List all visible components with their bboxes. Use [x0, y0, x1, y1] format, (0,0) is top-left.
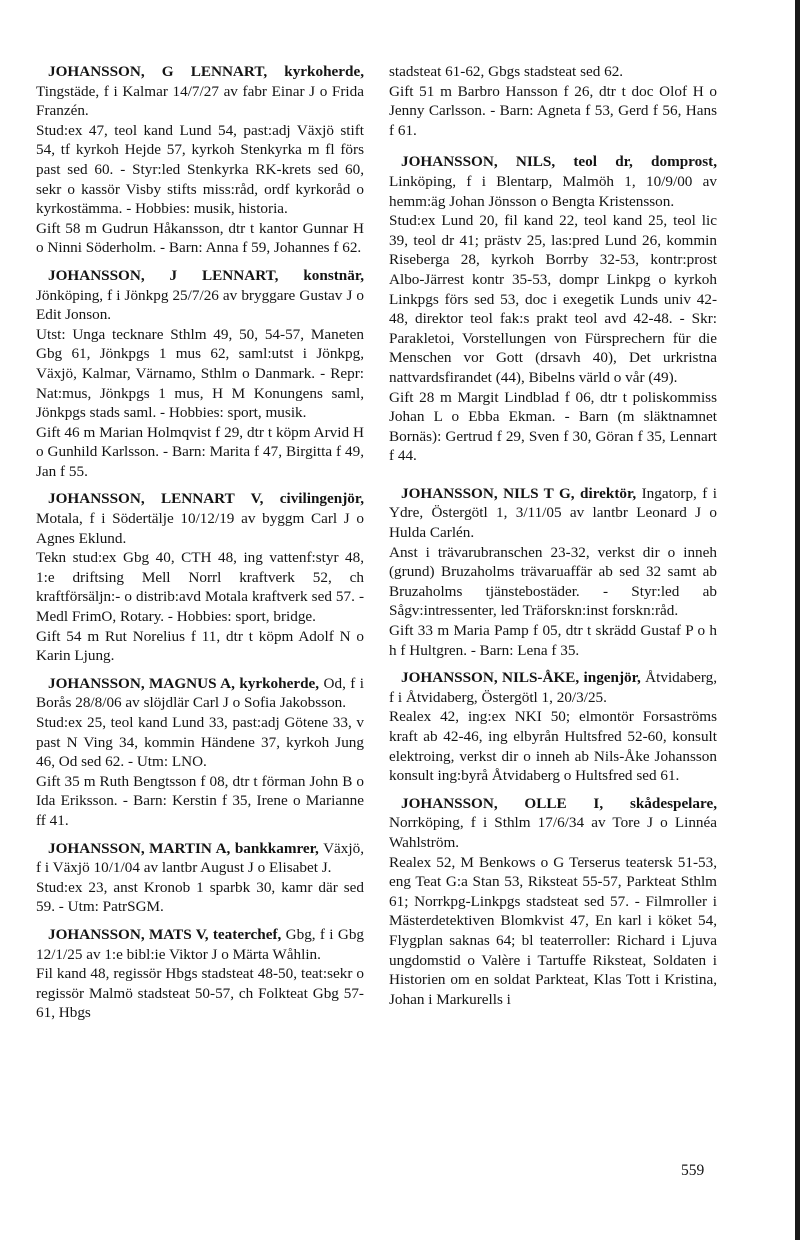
entry-name: JOHANSSON, NILS, teol dr, domprost,	[401, 153, 717, 171]
entry-paragraph	[36, 674, 364, 713]
entry-text: Motala, f i Södertälje 10/12/19 av byggm Carl J o Agnes Eklund.	[36, 510, 364, 547]
entry-paragraph: Anst i trävarubranschen 23-32, verkst dir o inneh (grund) Bruzaholms trävaruaffär ab sed 32 samt ab Bruzaholms tjänstebostäder. - Styr:led ab Sågv:intressenter, led Träforskn:inst forskn:råd.	[389, 543, 717, 620]
entry-nils-johansson	[389, 152, 717, 466]
entry-paragraph: Gift 33 m Maria Pamp f 05, dtr t skrädd Gustaf P o h h f Hultgren. - Barn: Lena f 35.	[389, 622, 717, 659]
entry-paragraph	[389, 484, 717, 543]
entry-paragraph	[36, 62, 364, 121]
entry-paragraph: Tekn stud:ex Gbg 40, CTH 48, ing vattenf:styr 48, 1:e driftsing Mell Norrl kraftverk 52, ch kraftförsäljn:- o distrib:avd Motala kraftverk sed 57. - Medl FrimO, Rotary. - Hobbies: sport, bridge.	[36, 549, 364, 626]
right-column	[389, 62, 717, 1017]
entry-j-lennart-johansson	[36, 266, 364, 482]
entry-text: Gbg, f i Gbg 12/1/25 av 1:e bibl:ie Viktor J o Märta Wåhlin.	[36, 925, 365, 963]
entry-paragraph	[389, 668, 717, 707]
entry-continuation	[389, 62, 717, 140]
entry-nils-ake-johansson	[389, 668, 717, 786]
entry-text: Ingatorp, f i Ydre, Östergötl 1, 3/11/05 av lantbr Leonard J o Hulda Carlén.	[389, 484, 718, 542]
entry-nils-t-g-johansson	[389, 484, 717, 660]
entry-olle-i-johansson	[389, 794, 717, 1010]
entry-text: Linköping, f i Blentarp, Malmöh 1, 10/9/00 av hemm:äg Johan Jönsson o Bengta Kristensson.	[389, 172, 717, 210]
entry-text: Växjö, f i Växjö 10/1/04 av lantbr August J o Elisabet J.	[36, 839, 364, 877]
entry-paragraph	[36, 839, 364, 878]
entry-paragraph: Stud:ex 25, teol kand Lund 33, past:adj Götene 33, v past N Ving 34, kommin Händene 37, kyrkoh Jung 46, Od sed 62. - Utm: LNO.	[36, 714, 364, 771]
entry-paragraph	[389, 152, 717, 211]
entry-paragraph: Realex 52, M Benkows o G Terserus teatersk 51-53, eng Teat G:a Stan 53, Riksteat 55-57, Parkteat Sthlm 61; Norrkpg-Linkpgs stadsteat sed 57. - Filmroller i Mästerdetektiven Blomkvist 47, En karl i köket 54, Flygplan saknas 64; bl teaterroller: Richard i Ljuva ungdomstid o Valère i Tartuffe Riksteat, Soldaten i Historien om en soldat Parkteat, Klas Tott i Kristina, Johan i Markurells i	[389, 853, 717, 1008]
entry-paragraph: Gift 35 m Ruth Bengtsson f 08, dtr t förman John B o Ida Eriksson. - Barn: Kerstin f 35, Irene o Marianne ff 41.	[36, 772, 364, 829]
entry-text: Tingstäde, f i Kalmar 14/7/27 av fabr Einar J o Frida Franzén.	[36, 82, 364, 120]
entry-paragraph: Realex 42, ing:ex NKI 50; elmontör Forsaströms kraft ab 42-46, ing elbyrån Hultsfred 52-60, konsult elektroing, verkst dir o inneh ab Nils-Åke Johansson konsult ing:byrå Åtvidaberg o Hultsfred sed 61.	[389, 708, 717, 785]
entry-magnus-a-johansson	[36, 674, 364, 831]
entry-name: JOHANSSON, MARTIN A, bankkamrer,	[48, 839, 319, 857]
entry-lennart-v-johansson	[36, 489, 364, 665]
entry-name: JOHANSSON, J LENNART, konstnär,	[48, 266, 364, 284]
entry-paragraph	[36, 925, 364, 964]
entry-paragraph: stadsteat 61-62, Gbgs stadsteat sed 62.	[389, 63, 624, 80]
entry-name: JOHANSSON, G LENNART, kyrkoherde,	[48, 63, 364, 80]
entry-name: JOHANSSON, MATS V, teaterchef,	[48, 925, 282, 943]
entry-paragraph	[36, 489, 364, 548]
entry-paragraph: Gift 54 m Rut Norelius f 11, dtr t köpm Adolf N o Karin Ljung.	[36, 627, 364, 665]
entry-paragraph: Fil kand 48, regissör Hbgs stadsteat 48-50, teat:sekr o regissör Malmö stadsteat 50-57, ch Folkteat Gbg 57-61, Hbgs	[36, 965, 364, 1022]
entry-g-lennart-johansson	[36, 62, 364, 258]
entry-paragraph: Stud:ex 23, anst Kronob 1 sparbk 30, kamr där sed 59. - Utm: PatrSGM.	[36, 878, 364, 916]
entry-text: Od, f i Borås 28/8/06 av slöjdlär Carl J o Sofia Jakobsson.	[36, 674, 365, 712]
entry-paragraph: Gift 46 m Marian Holmqvist f 29, dtr t köpm Arvid H o Gunhild Karlsson. - Barn: Marita f 47, Birgitta f 49, Jan f 55.	[36, 423, 364, 480]
scan-edge	[795, 0, 800, 1240]
entry-name: JOHANSSON, NILS-ÅKE, ingenjör,	[401, 669, 641, 687]
entry-paragraph: Gift 28 m Margit Lindblad f 06, dtr t poliskommiss Johan L o Ebba Ekman. - Barn (m släktnamnet Bornäs): Gertrud f 29, Sven f 30, Göran f 35, Lennart f 44.	[389, 388, 717, 465]
entry-name: JOHANSSON, NILS T G, direktör,	[401, 484, 637, 502]
entry-paragraph: Gift 58 m Gudrun Håkansson, dtr t kantor Gunnar H o Ninni Söderholm. - Barn: Anna f 59, Johannes f 62.	[36, 219, 364, 257]
entry-name: JOHANSSON, MAGNUS A, kyrkoherde,	[48, 674, 320, 692]
entry-martin-a-johansson	[36, 839, 364, 917]
entry-text: Norrköping, f i Sthlm 17/6/34 av Tore J o Linnéa Wahlström.	[389, 814, 717, 851]
entry-text: Jönköping, f i Jönkpg 25/7/26 av bryggare Gustav J o Edit Jonson.	[36, 286, 364, 324]
entry-text: Åtvidaberg, f i Åtvidaberg, Östergötl 1, 20/3/25.	[389, 669, 718, 706]
entry-paragraph: Utst: Unga tecknare Sthlm 49, 50, 54-57, Maneten Gbg 61, Jönkpgs 1 mus 62, saml:utst i Jönkpg, Växjö, Kalmar, Värnamo, Sthlm o Danmark. - Repr: Nat:mus, Jönkpgs 1 mus, H M Konungens saml, Jönkpgs stads saml. - Hobbies: sport, musik.	[36, 325, 364, 422]
entry-name: JOHANSSON, OLLE I, skådespelare,	[401, 794, 717, 812]
left-column	[36, 62, 364, 1031]
entry-paragraph: Stud:ex Lund 20, fil kand 22, teol kand 25, teol lic 39, teol dr 41; prästv 25, las:pred Lund 26, kommin Riseberga 28, kyrkoh Borrby 32-53, kontr:prost Albo-Järrest kontr 35-53, dompr Linkpg o kyrkoh Linkpgs förs sed 53, doc i exegetik Lunds univ 42-48, direktor teol fak:s prakt teol avd 42-48. - Skr: Parakletoi, Vorstellungen von Fürsprechern für die Menschen vor Gott (drsavh 40), Det urkristna nattvardsfirandet (44), Bibelns värld o vår (49).	[389, 212, 717, 386]
entry-name: JOHANSSON, LENNART V, civilingenjör,	[48, 490, 364, 508]
entry-mats-v-johansson	[36, 925, 364, 1023]
entry-paragraph: Stud:ex 47, teol kand Lund 54, past:adj Växjö stift 54, tf kyrkoh Hejde 57, kyrkoh Stenkyrka m fl förs past sed 60. - Styr:led Stenkyrka RK-krets sed 60, sekr o kassör Visby stifts miss:råd, ordf kyrkoråd o kyrkostämma. - Hobbies: musik, historia.	[36, 121, 364, 218]
entry-paragraph: Gift 51 m Barbro Hansson f 26, dtr t doc Olof H o Jenny Carlsson. - Barn: Agneta f 53, Gerd f 56, Hans f 61.	[389, 82, 717, 139]
entry-paragraph	[36, 266, 364, 325]
page-number: 559	[681, 1162, 705, 1179]
entry-paragraph	[389, 794, 717, 853]
